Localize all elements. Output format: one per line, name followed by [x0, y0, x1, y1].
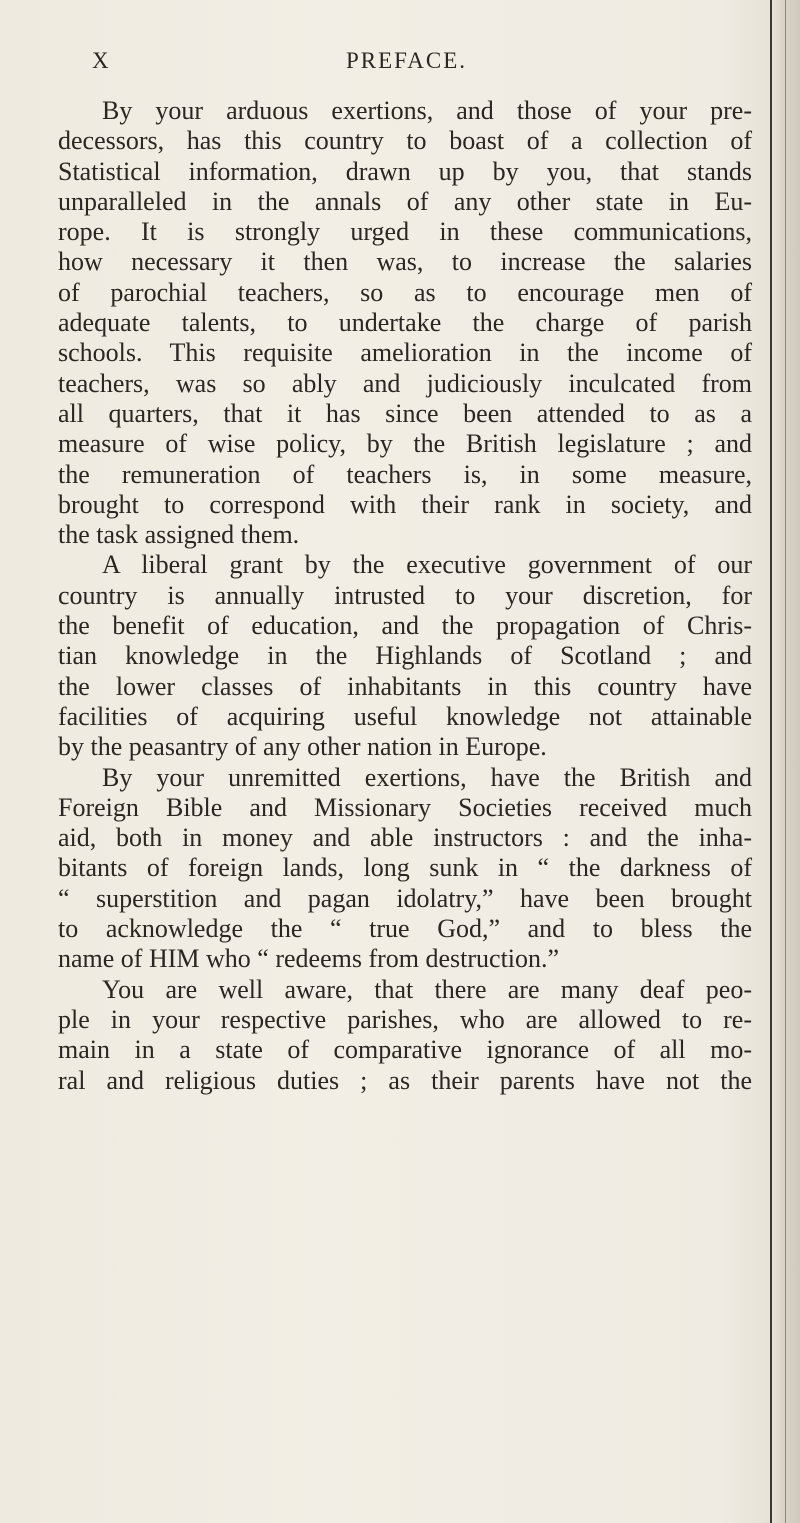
text-line: country is annually intrusted to your discretion, for: [58, 580, 752, 610]
text-line: ral and religious duties ; as their parents have not the: [58, 1065, 752, 1095]
text-line: Statistical information, drawn up by you, that stands: [58, 156, 752, 186]
text-line: By your unremitted exertions, have the British and: [102, 762, 752, 792]
page-number: X: [92, 48, 110, 73]
text-line: the remuneration of teachers is, in some measure,: [58, 459, 752, 489]
body-text: [58, 96, 752, 1096]
text-line: Foreign Bible and Missionary Societies received much: [58, 792, 752, 822]
text-line: all quarters, that it has since been attended to as a: [58, 398, 752, 428]
text-line: “ superstition and pagan idolatry,” have been brought: [58, 883, 752, 913]
text-line: measure of wise policy, by the British legislature ; and: [58, 429, 752, 459]
text-line: brought to correspond with their rank in society, and: [58, 489, 752, 519]
text-line: name of HIM who “ redeems from destruction.”: [58, 944, 560, 974]
text-line: how necessary it then was, to increase the salaries: [58, 247, 752, 277]
text-line: the task assigned them.: [58, 520, 300, 550]
text-line: unparalleled in the annals of any other state in Eu-: [58, 186, 752, 216]
page-header: [90, 48, 770, 84]
text-line: aid, both in money and able instructors : and the inha-: [58, 823, 752, 853]
text-line: ple in your respective parishes, who are allowed to re-: [58, 1004, 752, 1034]
text-line: You are well aware, that there are many deaf peo-: [102, 974, 752, 1004]
text-line: A liberal grant by the executive government of our: [102, 550, 752, 580]
text-line: tian knowledge in the Highlands of Scotland ; and: [58, 641, 752, 671]
text-line: rope. It is strongly urged in these communications,: [58, 217, 752, 247]
text-line: to acknowledge the “ true God,” and to bless the: [58, 914, 752, 944]
text-line: by the peasantry of any other nation in Europe.: [58, 732, 547, 762]
text-line: By your arduous exertions, and those of your pre-: [102, 96, 752, 125]
running-head: PREFACE.: [346, 48, 468, 73]
text-line: facilities of acquiring useful knowledge not attainable: [58, 701, 752, 731]
text-line: decessors, has this country to boast of a collection of: [58, 126, 752, 156]
text-line: schools. This requisite amelioration in the income of: [58, 338, 752, 368]
text-line: adequate talents, to undertake the charge of parish: [58, 308, 752, 338]
text-line: main in a state of comparative ignorance of all mo-: [58, 1035, 752, 1065]
text-line: the benefit of education, and the propagation of Chris-: [58, 611, 752, 641]
text-line: the lower classes of inhabitants in this country have: [58, 671, 752, 701]
text-line: bitants of foreign lands, long sunk in “ the darkness of: [58, 853, 752, 883]
text-line: teachers, was so ably and judiciously inculcated from: [58, 368, 752, 398]
page-edge-line: [785, 0, 786, 1523]
text-line: of parochial teachers, so as to encourage men of: [58, 277, 752, 307]
